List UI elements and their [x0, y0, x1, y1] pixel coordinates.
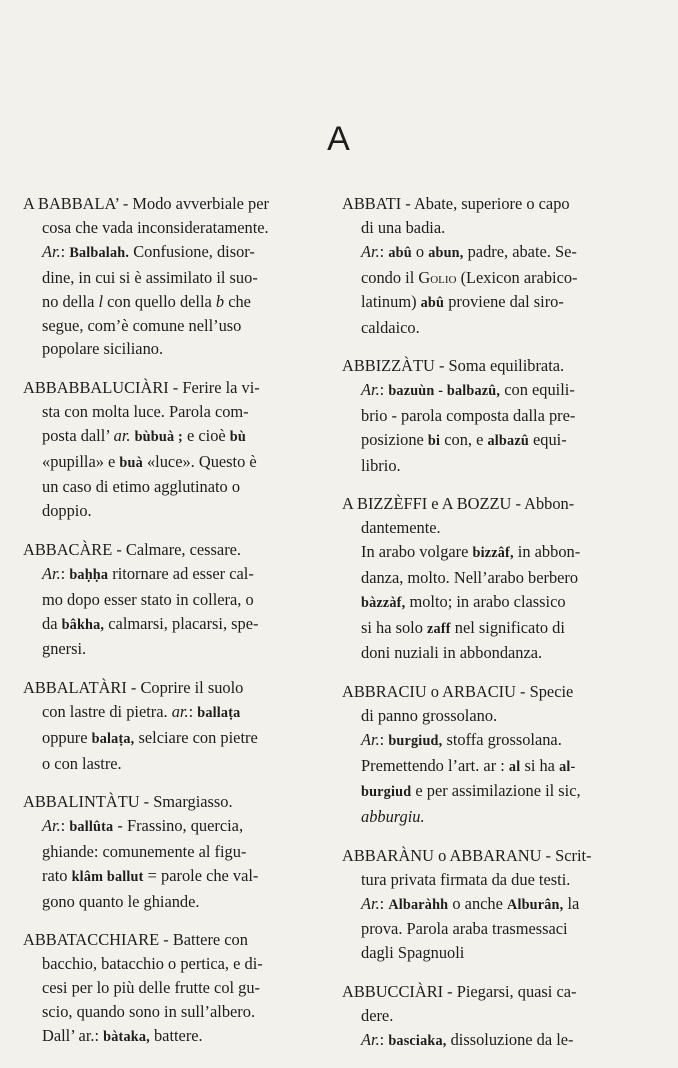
text-segment: ABBATACCHIARE - Battere con	[23, 929, 248, 949]
text-segment: calmarsi, placarsi, spe-	[104, 613, 259, 633]
entry-line	[23, 976, 325, 1000]
text-segment: dine, in cui si è assimilato il suo-	[42, 267, 258, 287]
arabic-term: buà	[119, 454, 143, 471]
entry-line	[23, 314, 325, 338]
text-segment: :	[60, 815, 70, 835]
entry-line	[23, 840, 325, 864]
arabic-term: balaṭa,	[91, 730, 135, 747]
entry-line	[342, 516, 644, 540]
entry-headline	[23, 676, 325, 700]
text-segment: Confusione, disor-	[129, 241, 255, 261]
entry-line	[342, 216, 644, 240]
entry-line	[23, 612, 325, 638]
text-segment: segue, com’è comune nell’uso	[42, 315, 242, 335]
entry-line	[342, 404, 644, 428]
text-segment: dantemente.	[361, 517, 441, 537]
text-segment: di panno grossolano.	[361, 705, 498, 725]
arabic-term: bàtaka,	[103, 1028, 150, 1045]
text-segment: che	[224, 291, 251, 311]
italic-term: l	[98, 291, 104, 311]
arabic-term: ballûta	[69, 818, 114, 835]
entry-line	[23, 752, 325, 776]
text-segment: «luce». Questo è	[142, 451, 257, 471]
entry-line	[342, 266, 644, 290]
text-segment: cesi per lo più delle frutte col gu-	[42, 977, 261, 997]
text-segment: popolare siciliano.	[42, 339, 164, 359]
text-segment: ABBRACIU o ARBACIU - Specie	[342, 681, 574, 701]
text-segment: ABBALINTÀTU - Smargiasso.	[23, 791, 233, 811]
text-segment: in abbon-	[513, 541, 581, 561]
text-segment: doppio.	[42, 501, 92, 521]
text-segment: padre, abate. Se-	[463, 241, 577, 261]
text-segment: selciare con pietre	[134, 727, 258, 747]
arabic-term: abû	[388, 244, 412, 261]
text-segment: gono quanto le ghiande.	[42, 891, 200, 911]
entry-line	[342, 590, 644, 616]
author-name: Golio	[418, 267, 457, 287]
arabic-term: klâm ballut	[71, 868, 144, 885]
italic-term: Ar.	[361, 729, 380, 749]
entry-headline	[342, 192, 644, 216]
entry-line	[342, 892, 644, 918]
text-segment: - Frassino, quercia,	[113, 815, 244, 835]
text-segment: con lastre di pietra.	[42, 701, 172, 721]
entry-line	[342, 868, 644, 892]
arabic-term: zaff	[427, 620, 451, 637]
text-segment: o anche	[448, 893, 507, 913]
right-column	[342, 192, 644, 1068]
text-segment: ritornare ad esser cal-	[108, 563, 254, 583]
entry-line	[342, 316, 644, 340]
entry-line	[23, 475, 325, 499]
arabic-term: Alburân,	[507, 896, 564, 913]
entry-headline	[342, 680, 644, 704]
entry-line	[342, 728, 644, 754]
dictionary-entry	[23, 192, 325, 361]
entry-line	[23, 637, 325, 661]
entry-line	[342, 917, 644, 941]
text-segment: brio - parola composta dalla pre-	[361, 405, 576, 425]
text-segment: si ha	[520, 755, 560, 775]
dictionary-entry	[342, 492, 644, 665]
entry-headline	[23, 538, 325, 562]
text-segment: la	[563, 893, 580, 913]
dictionary-entry	[342, 680, 644, 829]
arabic-term: al	[508, 758, 521, 775]
arabic-term: burgiud,	[388, 732, 443, 749]
arabic-term: al-	[559, 758, 576, 775]
arabic-term: bazuùn - balbazû,	[388, 382, 501, 399]
text-segment: ABBARÀNU o ABBARANU - Scrit-	[342, 845, 592, 865]
text-segment: :	[379, 379, 389, 399]
entry-headline	[342, 980, 644, 1004]
text-segment: :	[188, 701, 198, 721]
dictionary-entry	[342, 844, 644, 966]
entry-line	[342, 540, 644, 566]
text-segment: nel significato di	[450, 617, 565, 637]
text-segment: «pupilla» e	[42, 451, 120, 471]
text-segment: (Lexicon arabico-	[456, 267, 578, 287]
dictionary-entry	[23, 376, 325, 523]
text-segment: con equili-	[500, 379, 575, 399]
italic-term: Ar.	[361, 241, 380, 261]
text-segment: ABBIZZÀTU - Soma equilibrata.	[342, 355, 565, 375]
entry-line	[342, 240, 644, 266]
text-segment: o	[411, 241, 429, 261]
entry-line	[23, 1024, 325, 1050]
text-segment: posizione	[361, 429, 428, 449]
entry-line	[23, 450, 325, 476]
text-segment: equi-	[528, 429, 567, 449]
text-segment: ABBATI - Abate, superiore o capo	[342, 194, 570, 213]
italic-term: Ar.	[361, 1029, 380, 1049]
arabic-term: bàzzàf,	[361, 594, 406, 611]
text-segment: condo il	[361, 267, 419, 287]
text-segment: ABBABBALUCIÀRI - Ferire la vi-	[23, 377, 260, 397]
text-segment: = parole che val-	[143, 865, 259, 885]
arabic-term: baḥḥa	[69, 566, 109, 583]
entry-line	[23, 240, 325, 266]
text-segment: mo dopo esser stato in collera, o	[42, 589, 254, 609]
entry-line	[23, 726, 325, 752]
text-segment: e per assimilazione il sic,	[411, 781, 581, 801]
entry-line	[342, 805, 644, 829]
text-segment: :	[379, 241, 389, 261]
arabic-term: bâkha,	[61, 616, 105, 633]
arabic-term: bizzâf,	[472, 544, 514, 561]
text-segment: dere.	[361, 1005, 394, 1025]
entry-headline	[342, 492, 644, 516]
dictionary-entry	[342, 354, 644, 478]
text-segment: proviene dal siro-	[444, 291, 564, 311]
text-segment: :	[379, 893, 389, 913]
arabic-term: Albaràhh	[388, 896, 449, 913]
entry-line	[23, 400, 325, 424]
page-letter-heading: A	[327, 120, 351, 158]
entry-line	[23, 814, 325, 840]
entry-line	[23, 266, 325, 290]
italic-term: Ar.	[42, 563, 61, 583]
italic-term: Ar.	[42, 241, 61, 261]
text-segment: cosa che vada inconsideratamente.	[42, 217, 269, 237]
entry-headline	[23, 192, 325, 216]
text-segment: caldaico.	[361, 317, 420, 337]
text-segment: oppure	[42, 727, 92, 747]
entry-line	[342, 641, 644, 665]
entry-line	[23, 952, 325, 976]
text-segment: sta con molta luce. Parola com-	[42, 401, 249, 421]
entry-line	[23, 290, 325, 314]
text-segment: no della	[42, 291, 99, 311]
entry-line	[342, 941, 644, 965]
arabic-term: bù	[229, 428, 246, 445]
entry-line	[342, 779, 644, 805]
text-segment: o con lastre.	[42, 753, 122, 773]
text-segment: ABBUCCIÀRI - Piegarsi, quasi ca-	[342, 981, 577, 1001]
italic-term: abburgiu.	[361, 807, 425, 827]
entry-line	[23, 216, 325, 240]
entry-line	[342, 428, 644, 454]
entry-line	[23, 424, 325, 450]
text-segment: latinum)	[361, 291, 421, 311]
italic-term: ar.	[113, 425, 131, 445]
dictionary-entry	[23, 928, 325, 1050]
text-segment: gnersi.	[42, 639, 87, 659]
text-segment: da	[42, 613, 62, 633]
text-segment: :	[379, 1029, 389, 1049]
text-segment: :	[60, 563, 70, 583]
text-segment: dagli Spagnuoli	[361, 943, 465, 963]
entry-line	[342, 290, 644, 316]
arabic-term: albazû	[487, 432, 529, 449]
italic-term: Ar.	[361, 893, 380, 913]
text-segment: ABBACÀRE - Calmare, cessare.	[23, 539, 242, 559]
text-segment: molto; in arabo classico	[405, 591, 566, 611]
text-segment: :	[60, 241, 70, 261]
arabic-term: basciaka,	[388, 1032, 447, 1049]
text-segment: danza, molto. Nell’arabo berbero	[361, 567, 579, 587]
text-segment: stoffa grossolana.	[442, 729, 562, 749]
text-segment: e cioè	[182, 425, 230, 445]
entry-line	[23, 588, 325, 612]
entry-line	[23, 890, 325, 914]
entry-line	[342, 1028, 644, 1054]
text-segment: rato	[42, 865, 72, 885]
dictionary-entry	[342, 980, 644, 1054]
arabic-term: abun,	[428, 244, 464, 261]
dictionary-entry	[342, 192, 644, 339]
text-segment: Premettendo l’art. ar :	[361, 755, 509, 775]
entry-line	[23, 700, 325, 726]
text-segment: prova. Parola araba trasmessaci	[361, 919, 568, 939]
entry-line	[23, 1000, 325, 1024]
italic-term: Ar.	[42, 815, 61, 835]
entry-line	[23, 337, 325, 361]
entry-headline	[342, 354, 644, 378]
text-segment: A BIZZÈFFI e A BOZZU - Abbon-	[342, 493, 575, 513]
text-segment: ABBALATÀRI - Coprire il suolo	[23, 677, 244, 697]
text-segment: di una badia.	[361, 217, 446, 237]
arabic-term: ballaṭa	[197, 704, 241, 721]
arabic-term: abû	[420, 294, 445, 311]
entry-line	[342, 754, 644, 780]
entry-headline	[23, 376, 325, 400]
text-segment: tura privata firmata da due testi.	[361, 869, 571, 889]
text-segment: A BABBALA’ - Modo avverbiale per	[23, 194, 269, 213]
text-segment: un caso di etimo agglutinato o	[42, 477, 241, 497]
entry-headline	[342, 844, 644, 868]
text-segment: si ha solo	[361, 617, 428, 637]
italic-term: ar.	[171, 701, 189, 721]
dictionary-entry	[23, 676, 325, 776]
text-segment: ghiande: comunemente al figu-	[42, 841, 247, 861]
text-segment: doni nuziali in abbondanza.	[361, 643, 543, 663]
text-segment: Dall’ ar.:	[42, 1025, 104, 1045]
entry-line	[342, 616, 644, 642]
entry-line	[342, 704, 644, 728]
text-segment: con quello della	[103, 291, 216, 311]
entry-line	[23, 562, 325, 588]
text-segment: In arabo volgare	[361, 541, 473, 561]
dictionary-entry	[23, 538, 325, 662]
text-segment: battere.	[149, 1025, 203, 1045]
text-segment: scio, quando sono in sull’albero.	[42, 1001, 256, 1021]
entry-headline	[23, 928, 325, 952]
arabic-term: Balbalah.	[69, 244, 130, 261]
arabic-term: bi	[427, 432, 441, 449]
entry-line	[342, 454, 644, 478]
text-segment: con, e	[440, 429, 488, 449]
text-segment: bacchio, batacchio o pertica, e di-	[42, 953, 263, 973]
text-segment: dissoluzione da le-	[446, 1029, 574, 1049]
entry-line	[23, 864, 325, 890]
entry-line	[23, 499, 325, 523]
entry-line	[342, 1004, 644, 1028]
text-segment: librio.	[361, 455, 401, 475]
italic-term: b	[215, 291, 225, 311]
entry-line	[342, 566, 644, 590]
left-column	[23, 192, 325, 1064]
dictionary-entry	[23, 790, 325, 914]
arabic-term: burgiud	[361, 784, 412, 801]
italic-term: Ar.	[361, 379, 380, 399]
entry-line	[342, 378, 644, 404]
entry-headline	[23, 790, 325, 814]
arabic-term: bùbuà ;	[134, 428, 183, 445]
text-segment: posta dall’	[42, 425, 114, 445]
text-segment: :	[379, 729, 389, 749]
